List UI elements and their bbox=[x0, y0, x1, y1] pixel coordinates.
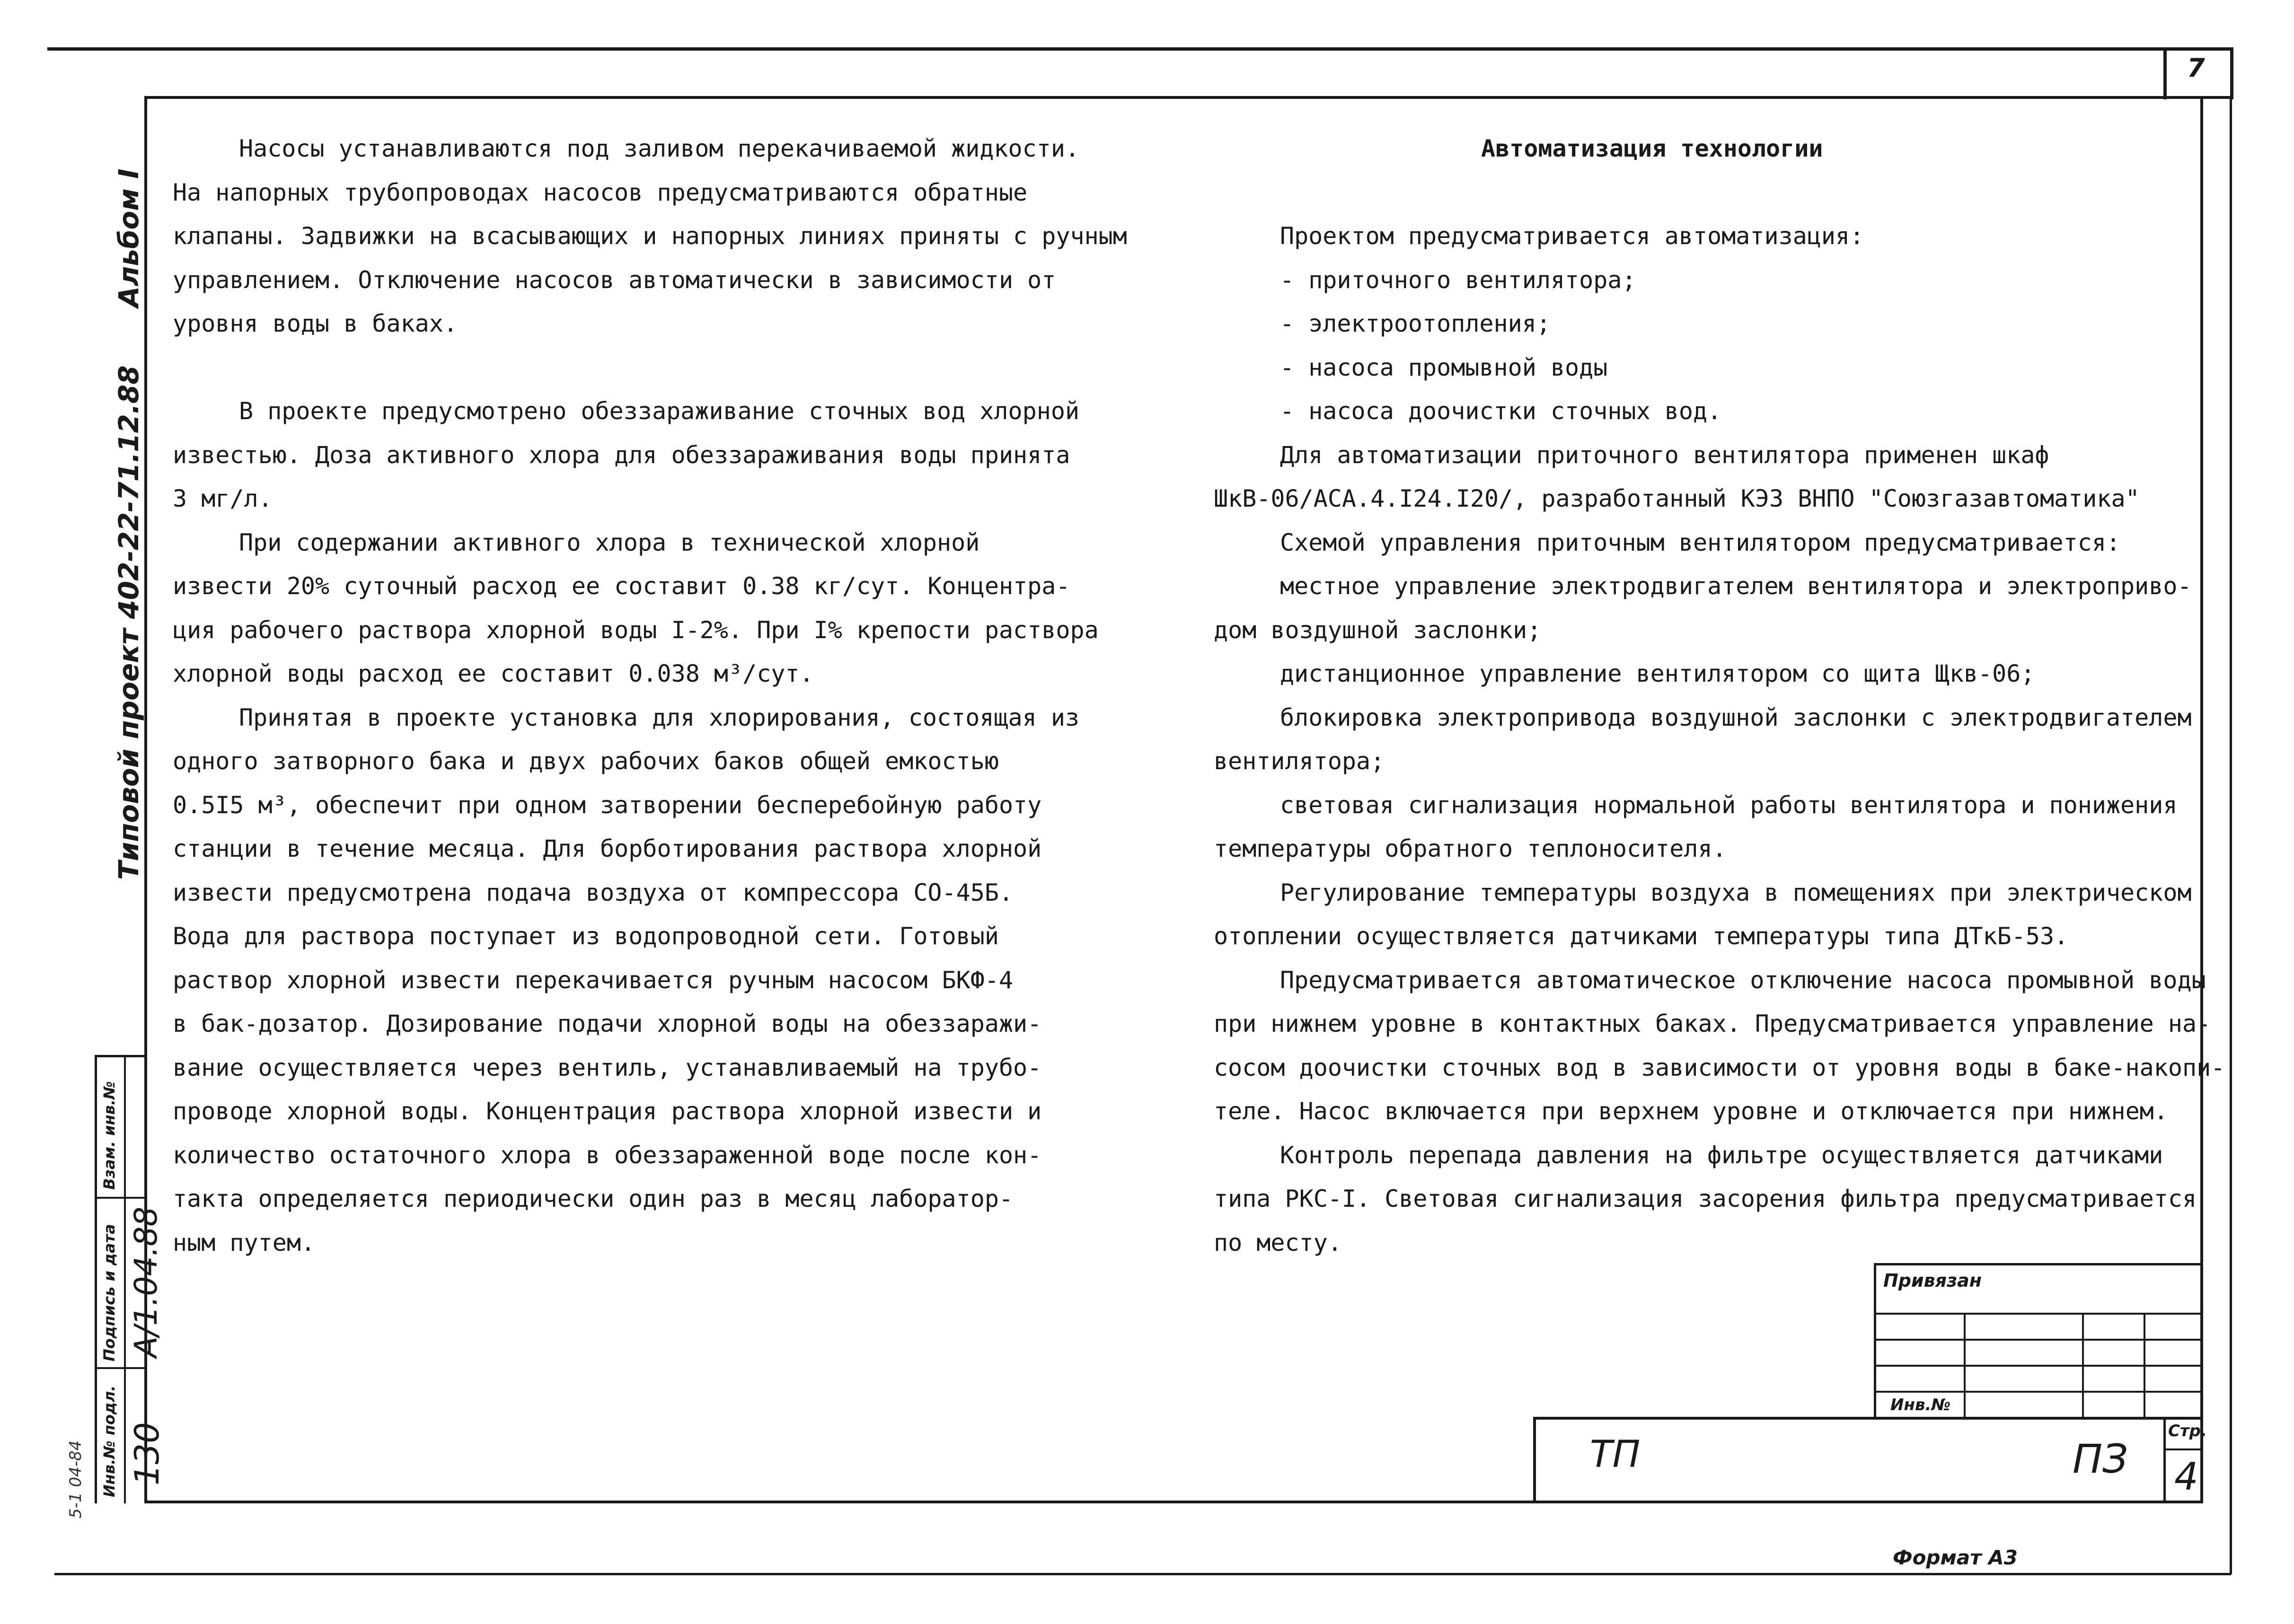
text-line: Проектом предусматривается автоматизация: bbox=[1280, 222, 1864, 250]
text-line: в бак-дозатор. Дозирование подачи хлорной воды на обеззаражи- bbox=[173, 1010, 1042, 1037]
stamp-div-2 bbox=[95, 1367, 147, 1369]
text-line: отоплении осуществляется датчиками температуры типа ДТкБ-53. bbox=[1214, 922, 2069, 950]
paragraph bbox=[1214, 958, 2225, 1133]
text-line: Контроль перепада давления на фильтре осуществляется датчиками bbox=[1280, 1141, 2163, 1169]
paragraph bbox=[1214, 1133, 2225, 1265]
text-line: ция рабочего раствора хлорной воды I-2%. При I% крепости раствора bbox=[173, 616, 1099, 644]
privyazan-top bbox=[1874, 1263, 2200, 1265]
paragraph bbox=[1214, 783, 2225, 871]
text-line: температуры обратного теплоносителя. bbox=[1214, 835, 1727, 862]
paragraph bbox=[1214, 564, 2225, 652]
page-bottom-line bbox=[54, 1573, 2231, 1575]
title-block-top bbox=[1533, 1417, 2200, 1420]
text-line: хлорной воды расход ее составит 0.038 м³/сут. bbox=[173, 660, 814, 687]
date-value: А/1.04.88 bbox=[128, 1206, 164, 1358]
paragraph bbox=[1214, 696, 2225, 783]
paragraph-spacer bbox=[173, 346, 1127, 390]
paragraph bbox=[1214, 871, 2225, 958]
privyazan-row-4 bbox=[1874, 1391, 2200, 1393]
text-line: световая сигнализация нормальной работы вентилятора и понижения bbox=[1280, 791, 2178, 819]
privyazan-row-2 bbox=[1874, 1339, 2200, 1341]
text-line: 3 мг/л. bbox=[173, 485, 273, 512]
text-line: вание осуществляется через вентиль, устанавливаемый на трубо- bbox=[173, 1053, 1042, 1081]
right-column-body bbox=[1214, 214, 2225, 1264]
text-line: управлением. Отключение насосов автоматически в зависимости от bbox=[173, 266, 1056, 294]
text-line: дистанционное управление вентилятором со щита Щкв-06; bbox=[1280, 660, 2035, 687]
text-line: вентилятора; bbox=[1214, 747, 1385, 775]
text-line: Регулирование температуры воздуха в помещениях при электрическом bbox=[1280, 878, 2192, 906]
title-block-page-label-line bbox=[2163, 1448, 2201, 1450]
privyazan-col-1 bbox=[1964, 1313, 1966, 1419]
text-line: клапаны. Задвижки на всасывающих и напорных линиях приняты с ручным bbox=[173, 222, 1127, 250]
text-line: Предусматривается автоматическое отключение насоса промывной воды bbox=[1280, 966, 2206, 994]
paragraph bbox=[173, 127, 1127, 346]
text-line: На напорных трубопроводах насосов предусматриваются обратные bbox=[173, 178, 1028, 206]
text-line: 0.5I5 м³, обеспечит при одном затворении бесперебойную работу bbox=[173, 791, 1042, 819]
top-border-line bbox=[47, 47, 2233, 51]
privyazan-row-1 bbox=[1874, 1313, 2200, 1315]
privyazan-col-2 bbox=[2082, 1313, 2084, 1419]
text-line: ным путем. bbox=[173, 1229, 316, 1256]
text-line: проводе хлорной воды. Концентрация раствора хлорной извести и bbox=[173, 1097, 1042, 1125]
text-line: При содержании активного хлора в технической хлорной bbox=[239, 528, 980, 556]
paragraph bbox=[1214, 214, 2225, 258]
vzam-inv-label: Взам. инв.№ bbox=[100, 1081, 118, 1190]
text-line: - насоса промывной воды bbox=[1280, 353, 1608, 381]
corner-note: 5-1 04-84 bbox=[66, 1440, 85, 1519]
sheet-number-box-left bbox=[2163, 47, 2167, 99]
inv-value: 130 bbox=[128, 1422, 167, 1485]
stamp-div-1 bbox=[95, 1197, 147, 1199]
text-line: ШкВ-06/АСА.4.I24.I20/, разработанный КЭЗ ВНПО "Союзгазавтоматика" bbox=[1214, 485, 2140, 512]
frame-bottom-line bbox=[144, 1501, 2203, 1503]
text-line: - насоса доочистки сточных вод. bbox=[1280, 397, 1722, 425]
left-column bbox=[173, 127, 1127, 1264]
text-line: Вода для раствора поступает из водопроводной сети. Готовый bbox=[173, 922, 999, 950]
text-line: известью. Доза активного хлора для обеззараживания воды принята bbox=[173, 441, 1070, 469]
series-label: ТП bbox=[1590, 1433, 1641, 1476]
text-line: типа РКС-I. Световая сигнализация засорения фильтра предусматривается bbox=[1214, 1185, 2197, 1212]
text-line: уровня воды в баках. bbox=[173, 310, 458, 337]
page-label: Стр. bbox=[2168, 1422, 2207, 1440]
album-label: Альбом I bbox=[113, 168, 145, 307]
text-line: - приточного вентилятора; bbox=[1280, 266, 1636, 294]
privyazan-left bbox=[1874, 1263, 1876, 1419]
title-block-page-divider bbox=[2163, 1417, 2166, 1502]
section-heading: Автоматизация технологии bbox=[1481, 135, 1823, 162]
paragraph bbox=[173, 389, 1127, 521]
stamp-box-mid bbox=[124, 1055, 126, 1503]
text-line: местное управление электродвигателем вентилятора и электроприво- bbox=[1280, 572, 2192, 600]
text-line: при нижнем уровне в контактных баках. Предусматривается управление на- bbox=[1214, 1010, 2211, 1037]
text-line: сосом доочистки сточных вод в зависимости от уровня воды в баке-накопи- bbox=[1214, 1053, 2225, 1081]
stamp-box-left bbox=[95, 1055, 97, 1503]
title-block-left bbox=[1533, 1417, 1536, 1502]
podpis-data-label: Подпись и дата bbox=[100, 1224, 118, 1361]
format-label: Формат А3 bbox=[1893, 1546, 2018, 1569]
text-line: В проекте предусмотрено обеззараживание сточных вод хлорной bbox=[239, 397, 1080, 425]
text-line: одного затворного бака и двух рабочих баков общей емкостью bbox=[173, 747, 999, 775]
inv-no-label: Инв.№ bbox=[1890, 1396, 1951, 1414]
page-value: 4 bbox=[2174, 1455, 2198, 1499]
text-line: Принятая в проекте установка для хлорирования, состоящая из bbox=[239, 703, 1080, 731]
doc-code: ПЗ bbox=[2073, 1436, 2128, 1482]
sheet-number: 7 bbox=[2187, 53, 2205, 83]
text-line: - электроотопления; bbox=[1280, 310, 1551, 337]
left-column-body bbox=[173, 127, 1127, 1264]
privyazan-label: Привязан bbox=[1883, 1270, 1982, 1291]
text-line: такта определяется периодически один раз в месяц лаборатор- bbox=[173, 1185, 1014, 1212]
paragraph bbox=[173, 696, 1127, 1265]
paragraph bbox=[1214, 652, 2225, 696]
text-line: по месту. bbox=[1214, 1229, 1342, 1256]
frame-top-line bbox=[144, 96, 2233, 99]
text-line: Схемой управления приточным вентилятором предусматривается: bbox=[1280, 528, 2121, 556]
text-line: Для автоматизации приточного вентилятора применен шкаф bbox=[1280, 441, 2049, 469]
text-line: количество остаточного хлора в обеззараженной воде после кон- bbox=[173, 1141, 1042, 1169]
text-line: теле. Насос включается при верхнем уровне и отключается при нижнем. bbox=[1214, 1097, 2168, 1125]
inv-podl-label: Инв.№ подл. bbox=[100, 1385, 118, 1497]
stamp-box-top bbox=[95, 1055, 147, 1057]
text-line: станции в течение месяца. Для борботирования раствора хлорной bbox=[173, 835, 1042, 862]
sheet-number-box-right bbox=[2230, 47, 2233, 99]
privyazan-col-3 bbox=[2144, 1313, 2145, 1419]
right-column bbox=[1214, 127, 2225, 1264]
privyazan-row-3 bbox=[1874, 1365, 2200, 1367]
paragraph bbox=[1214, 433, 2225, 521]
paragraph bbox=[173, 521, 1127, 696]
paragraph bbox=[1214, 521, 2225, 565]
project-label: Типовой проект 402-22-71.12.88 bbox=[113, 365, 145, 880]
text-line: извести 20% суточный расход ее составит 0.38 кг/сут. Концентра- bbox=[173, 572, 1070, 600]
text-line: блокировка электропривода воздушной заслонки с электродвигателем bbox=[1280, 703, 2192, 731]
text-line: дом воздушной заслонки; bbox=[1214, 616, 1542, 644]
paragraph bbox=[1214, 258, 2225, 433]
text-line: раствор хлорной извести перекачивается ручным насосом БКФ-4 bbox=[173, 966, 1014, 994]
text-line: Насосы устанавливаются под заливом перекачиваемой жидкости. bbox=[239, 135, 1080, 162]
right-edge-line bbox=[2230, 96, 2232, 1574]
text-line: извести предусмотрена подача воздуха от компрессора СО-45Б. bbox=[173, 878, 1014, 906]
